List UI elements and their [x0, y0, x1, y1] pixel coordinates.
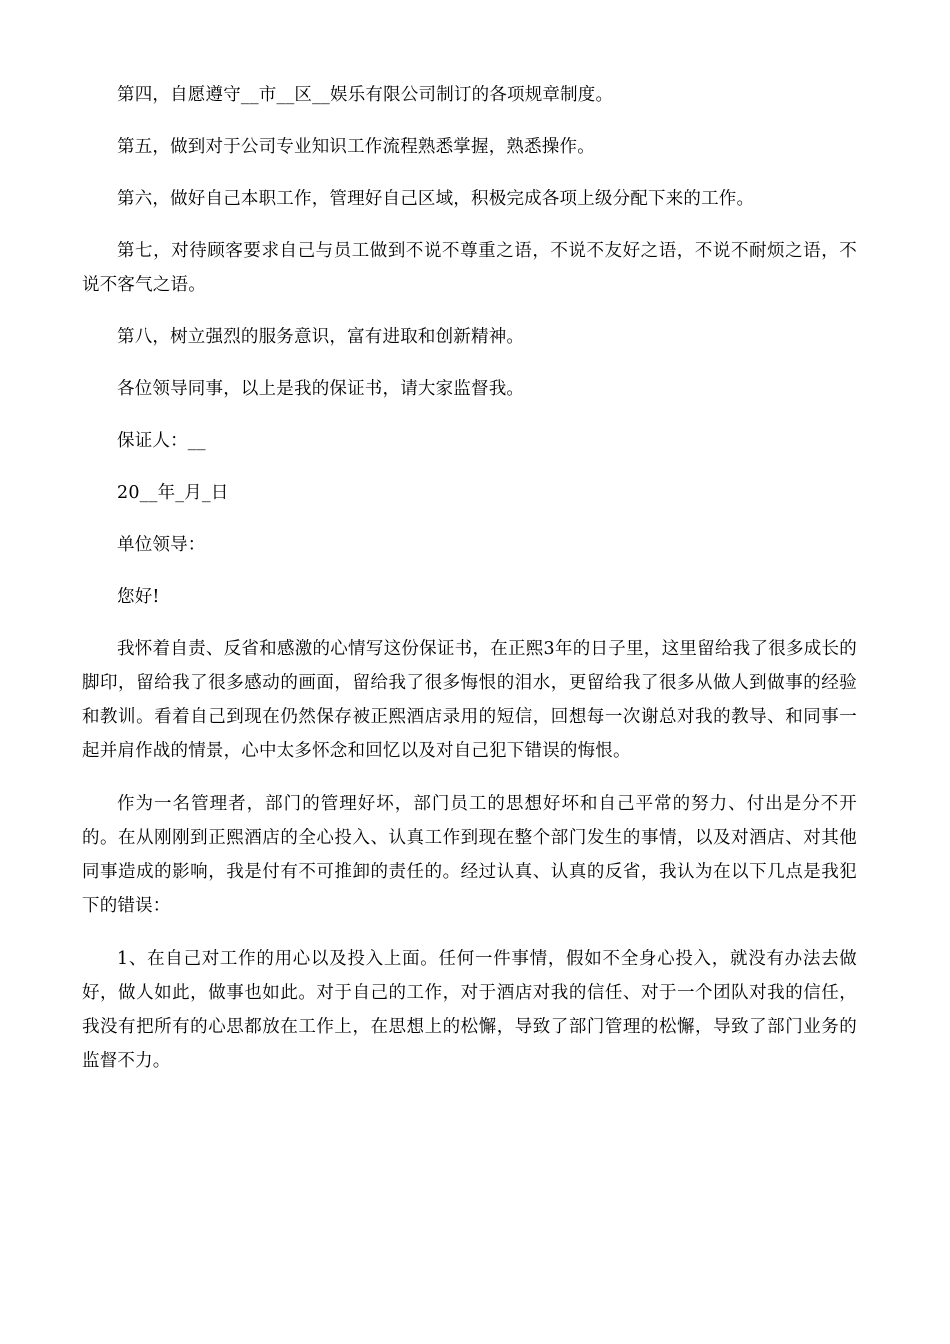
paragraph-7th-rule: 第七，对待顾客要求自己与员工做到不说不尊重之语，不说不友好之语，不说不耐烦之语，不说不客气之语。 [82, 241, 857, 295]
paragraph-reflection: 我怀着自责、反省和感激的心情写这份保证书，在正熙3年的日子里，这里留给我了很多成长的脚印，留给我了很多感动的画面，留给我了很多悔恨的泪水，更留给我了很多从做人到做事的经验和教训。看着自己到现在仍然保存被正熙酒店录用的短信，回想每一次谢总对我的教导、和同事一起并肩作战的情景，心中太多怀念和回忆以及对自己犯下错误的悔恨。 [82, 639, 857, 761]
salutation: 单位领导： [117, 535, 206, 555]
paragraph-responsibility: 作为一名管理者，部门的管理好坏，部门员工的思想好坏和自己平常的努力、付出是分不开的。在从刚刚到正熙酒店的全心投入、认真工作到现在整个部门发生的事情，以及对酒店、对其他同事造成的影响，我是付有不可推卸的责任的。经过认真、认真的反省，我认为在以下几点是我犯下的错误： [82, 794, 857, 916]
paragraph-closing: 各位领导同事，以上是我的保证书，请大家监督我。 [117, 379, 525, 399]
paragraph-8th-rule: 第八，树立强烈的服务意识，富有进取和创新精神。 [117, 327, 525, 347]
greeting: 您好! [117, 587, 160, 607]
guarantor-line: 保证人：__ [117, 431, 206, 451]
paragraph-error-1: 1、在自己对工作的用心以及投入上面。任何一件事情，假如不全身心投入，就没有办法去做好，做人如此，做事也如此。对于自己的工作，对于酒店对我的信任、对于一个团队对我的信任，我没有把所有的心思都放在工作上，在思想上的松懈，导致了部门管理的松懈，导致了部门业务的监督不力。 [82, 949, 857, 1071]
paragraph-5th-rule: 第五，做到对于公司专业知识工作流程熟悉掌握，熟悉操作。 [117, 137, 595, 157]
paragraph-6th-rule: 第六，做好自己本职工作，管理好自己区域，积极完成各项上级分配下来的工作。 [117, 189, 755, 209]
document-body [82, 78, 857, 1078]
date-line: 20__年_月_日 [117, 483, 229, 503]
paragraph-4th-rule: 第四，自愿遵守__市__区__娱乐有限公司制订的各项规章制度。 [117, 85, 614, 105]
